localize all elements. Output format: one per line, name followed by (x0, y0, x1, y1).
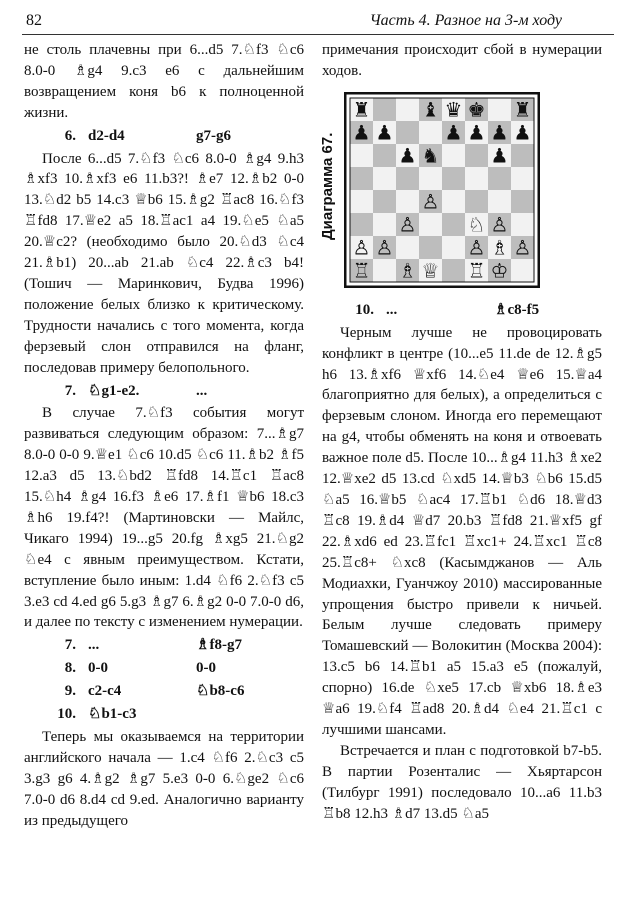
board-square (419, 236, 442, 259)
black-bishop-icon: ♝ (421, 97, 440, 122)
board-square (465, 144, 488, 167)
board-square (442, 190, 465, 213)
board-square (442, 144, 465, 167)
white-king-icon: ♔ (490, 258, 509, 283)
board-square (419, 213, 442, 236)
black-pawn-icon: ♟ (444, 120, 463, 145)
right-column (319, 40, 602, 824)
move-line (24, 381, 304, 402)
diagram-label: Диаграмма 67. (319, 132, 336, 240)
board-square (511, 213, 534, 236)
board-square (442, 167, 465, 190)
board-square (350, 213, 373, 236)
board-square (511, 167, 534, 190)
black-rook-icon: ♜ (513, 97, 532, 122)
black-move: ... (196, 382, 208, 399)
move-number: 8. (64, 660, 76, 677)
black-rook-icon: ♜ (352, 97, 371, 122)
white-pawn-icon: ♙ (513, 235, 532, 260)
white-move: ♘b1-c3 (88, 706, 137, 723)
move-line (24, 635, 304, 656)
white-queen-icon: ♕ (421, 258, 440, 283)
board-square (488, 167, 511, 190)
white-pawn-icon: ♙ (375, 235, 394, 260)
white-knight-icon: ♘ (467, 212, 486, 237)
move-line (24, 681, 304, 702)
board-square (511, 259, 534, 282)
black-pawn-icon: ♟ (398, 143, 417, 168)
board-square (350, 144, 373, 167)
white-rook-icon: ♖ (467, 258, 486, 283)
board-square (396, 98, 419, 121)
board-square (465, 167, 488, 190)
board-square (488, 98, 511, 121)
board-square (442, 236, 465, 259)
move-number: 7. (64, 637, 76, 654)
white-pawn-icon: ♙ (352, 235, 371, 260)
paragraph: В случае 7.♘f3 события могут развиваться следующим образом: 7...♗g7 8.0-0 0-0 9.♕e1 ♘c6 10.d5 ♘c6 11.♗b2 ♗f5 12.a3 d5 13.♘bd2 ♖fd8 14.♖c1 ♖ac8 15.♘h4 ♗g4 16.f3 ♗e6 17.♗f1 ♕b6 18.c3 ♗h6 19.f4?! (Мартиновски — Майлс, Чикаго 1994) 19...g5 20.fg ♗xg5 21.♘g2 ♘e4 с явным преимуществом. Кстати, вступление было иным: 1.d4 ♘f6 2.♘f3 c5 3.e3 cd 4.ed g6 5.g3 ♗g7 6.♗g2 0-0 7.0-0 d6, и далее по тексту с изменением нумерации. (24, 405, 304, 631)
left-column (24, 40, 304, 832)
move-line (24, 658, 304, 679)
white-move: ... (88, 637, 100, 654)
board-square (419, 121, 442, 144)
board-square (373, 98, 396, 121)
board-square (396, 167, 419, 190)
paragraph: Черным лучше не провоцировать конфликт в центре (10...e5 11.de de 12.♗g5 h6 13.♗xf6 ♕xf6 14.♘e4 ♕e6 15.♕a4 благоприятно для белых), а определиться с ферзевым слоном. Иногда его перемещают на g4, чтобы обменять на коня и отвоевать важное поле d5. После 10...♗g4 11.h3 ♗xe2 12.♕xe2 d5 13.cd ♘xd5 14.♕b3 ♘b6 15.d5 ♘a5 16.♕b5 ♘ac4 17.♖b1 ♘d6 18.♕d3 ♖c8 19.♗d4 ♕d7 20.b3 ♖fd8 21.♕xf5 gf 22.♗xd6 ed 23.♖fc1 ♖xc1+ 24.♖xc1 ♖c8 25.♖c8+ ♘xc8 (Касымджанов — Аль Модиахки, Гуанчжоу 2010) массированные упрощения быстро привели к ничьей. Белым лучше следовать примеру Томашевский — Волокитин (Москва 2004): 13.c5 b6 14.♖b1 a5 15.a3 e5 (пожалуй, спорно) 16.de ♘xe5 17.cb ♕xb6 18.♗e3 ♕a6 19.♘f4 ♖ad8 20.♗d4 ♘e4 21.♖c1 с лучшими шансами. (322, 324, 602, 738)
black-pawn-icon: ♟ (513, 120, 532, 145)
move-line (322, 300, 602, 321)
black-move: g7-g6 (196, 127, 231, 144)
white-pawn-icon: ♙ (398, 212, 417, 237)
page-number: 82 (26, 12, 42, 29)
move-number: 7. (64, 382, 76, 399)
move-number: 6. (64, 127, 76, 144)
paragraph: Теперь мы оказываемся на территории английского начала — 1.c4 ♘f6 2.♘c3 c5 3.g3 g6 4.♗g2 ♗g7 5.e3 0-0 6.♘ge2 ♘c6 7.0-0 d6 8.d4 cd 9.ed. Аналогично варианту из предыдущего (24, 729, 304, 829)
board-square (465, 190, 488, 213)
board-square (488, 190, 511, 213)
white-move: ... (386, 301, 398, 318)
board-square (350, 167, 373, 190)
board-square (511, 144, 534, 167)
board-square (373, 144, 396, 167)
header-rule (22, 34, 614, 35)
black-move (196, 704, 296, 725)
board-square (373, 213, 396, 236)
white-pawn-icon: ♙ (467, 235, 486, 260)
paragraph: примечания происходит сбой в нумерации ходов. (322, 42, 602, 79)
board-square (442, 213, 465, 236)
black-knight-icon: ♞ (421, 143, 440, 168)
white-move: d2-d4 (88, 127, 125, 144)
move-number: 9. (64, 683, 76, 700)
black-pawn-icon: ♟ (375, 120, 394, 145)
white-rook-icon: ♖ (352, 258, 371, 283)
white-pawn-icon: ♙ (490, 212, 509, 237)
board-square (419, 167, 442, 190)
paragraph: После 6...d5 7.♘f3 ♘c6 8.0-0 ♗g4 9.h3 ♗xf3 10.♗xf3 e6 11.b3?! ♗e7 12.♗b2 0-0 13.♘d2 b5 14.c3 ♕b6 15.♗g2 ♖ac8 16.♘f3 ♖fd8 17.♕e2 a5 18.♖ac1 a4 19.♘e5 ♘a5 20.♕c2? (необходимо было 20.♘d3 ♘c4 21.♗b1) 20...ab 21.ab ♘c4 22.♗c3 b4! (Тошич — Маринкович, Будва 1996) положение белых близко к критическому. Трудности начались с того момента, когда ферзевый слон отправился на фланг, последовав примеру белопольного. (24, 150, 304, 376)
paragraph: не столь плачевны при 6...d5 7.♘f3 ♘c6 8.0-0 ♗g4 9.c3 e6 с дальнейшим возвращением коня b6 к полноценной жизни. (24, 42, 304, 121)
move-line (24, 126, 304, 147)
board-square (396, 236, 419, 259)
board-square (396, 190, 419, 213)
black-pawn-icon: ♟ (352, 120, 371, 145)
black-move: ♗c8-f5 (494, 301, 540, 318)
black-pawn-icon: ♟ (490, 143, 509, 168)
white-move: 0-0 (88, 660, 108, 677)
board-square (373, 167, 396, 190)
black-move: ♗f8-g7 (196, 637, 242, 654)
black-move: 0-0 (196, 660, 216, 677)
paragraph: Встречается и план с подготовкой b7-b5. В партии Розенталис — Хьяртарсон (Тилбург 1991) последовало 10...a6 11.b3 ♖b8 12.h3 ♗d7 13.d5 ♘a5 (322, 742, 602, 822)
move-number: 10. (57, 706, 76, 723)
white-bishop-icon: ♗ (398, 258, 417, 283)
board-square (373, 259, 396, 282)
white-bishop-icon: ♗ (490, 235, 509, 260)
board-square (396, 121, 419, 144)
chess-board (344, 92, 540, 288)
move-line (24, 704, 304, 725)
board-square (511, 190, 534, 213)
chess-diagram (319, 90, 602, 290)
white-move: ♘g1-e2. (88, 382, 140, 399)
running-title: Часть 4. Разное на 3-м ходу (369, 12, 562, 29)
white-pawn-icon: ♙ (421, 189, 440, 214)
white-move: c2-c4 (88, 683, 122, 700)
move-number: 10. (355, 301, 374, 318)
black-queen-icon: ♛ (444, 97, 463, 122)
board-square (442, 259, 465, 282)
black-pawn-icon: ♟ (490, 120, 509, 145)
board-square (350, 190, 373, 213)
black-king-icon: ♚ (467, 97, 486, 122)
page-header (0, 0, 636, 40)
black-pawn-icon: ♟ (467, 120, 486, 145)
black-move: ♘b8-c6 (196, 683, 245, 700)
board-square (373, 190, 396, 213)
